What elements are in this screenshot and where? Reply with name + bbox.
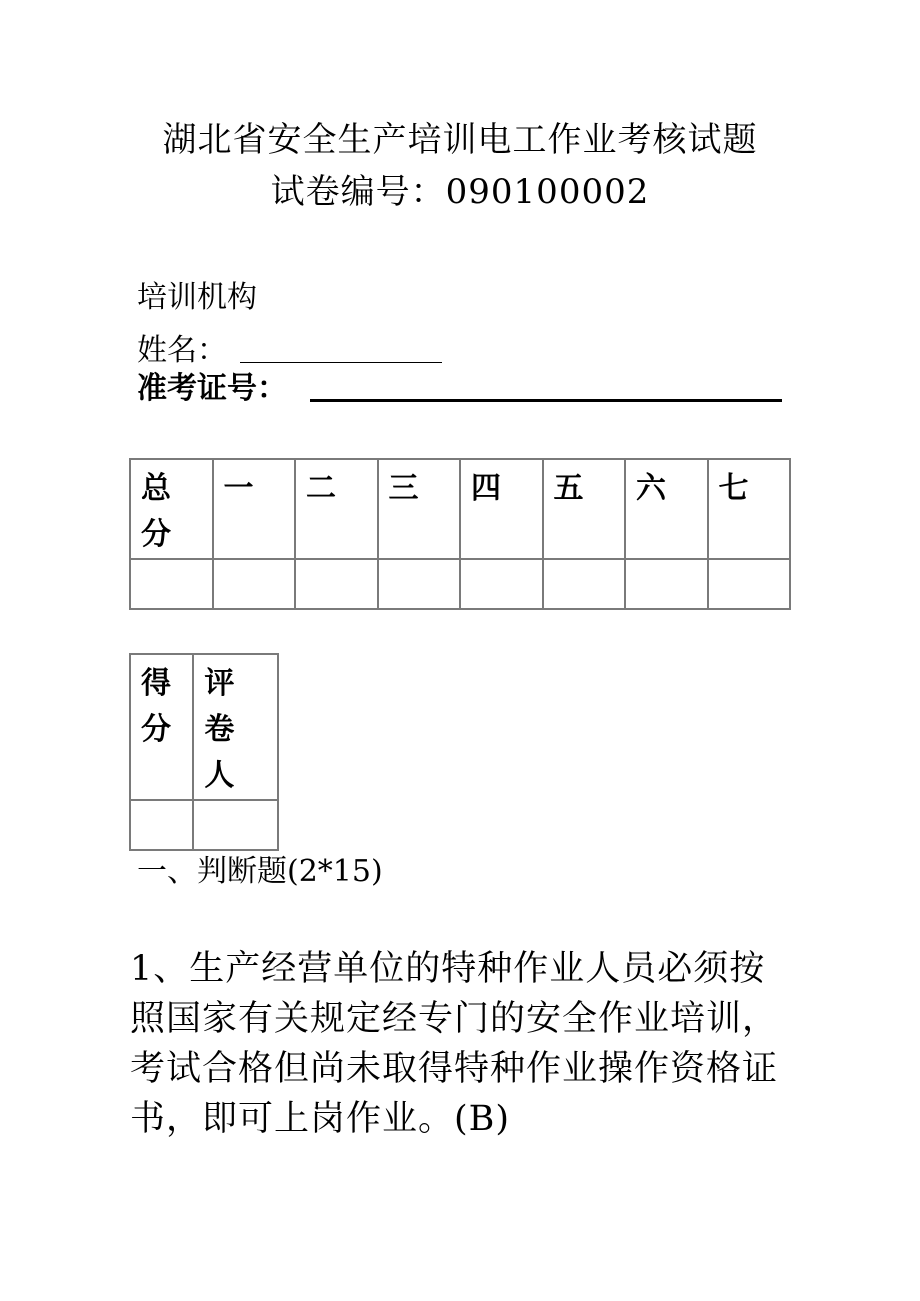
score-header-cell: 三 [378, 459, 461, 559]
grade-value-cell[interactable] [130, 800, 193, 850]
grade-value-row [130, 800, 278, 850]
grade-table [129, 653, 279, 851]
score-value-cell[interactable] [460, 559, 543, 609]
grade-header-cell-score: 得分 [130, 654, 193, 800]
question-item: 1、生产经营单位的特种作业人员必须按照国家有关规定经专门的安全作业培训，考试合格但尚未取得特种作业操作资格证书，即可上岗作业。(B) [130, 949, 779, 1139]
score-value-cell[interactable] [625, 559, 708, 609]
paper-number: 试卷编号：090100002 [270, 172, 650, 212]
score-header-cell: 六 [625, 459, 708, 559]
score-header-cell: 五 [543, 459, 626, 559]
exam-id-label: 准考证号： [137, 371, 287, 406]
grade-header-row [130, 654, 278, 800]
score-header-cell: 一 [213, 459, 296, 559]
score-value-row [130, 559, 790, 609]
training-org-label: 培训机构 [137, 280, 257, 315]
score-header-cell: 总分 [130, 459, 213, 559]
name-label: 姓名： [137, 333, 227, 368]
score-value-cell[interactable] [213, 559, 296, 609]
score-header-cell: 七 [708, 459, 791, 559]
score-value-cell[interactable] [543, 559, 626, 609]
score-header-cell: 二 [295, 459, 378, 559]
score-value-cell[interactable] [708, 559, 791, 609]
grade-header-cell-grader: 评卷人 [193, 654, 278, 800]
exam-title: 湖北省安全生产培训电工作业考核试题 [162, 120, 758, 160]
score-header-row [130, 459, 790, 559]
score-value-cell[interactable] [295, 559, 378, 609]
score-value-cell[interactable] [130, 559, 213, 609]
score-table [129, 458, 791, 610]
section-heading: 一、判断题(2*15) [137, 854, 383, 889]
exam-id-blank-line[interactable] [310, 399, 782, 402]
grade-value-cell[interactable] [193, 800, 278, 850]
score-header-cell: 四 [460, 459, 543, 559]
name-blank-line[interactable] [240, 362, 442, 363]
score-value-cell[interactable] [378, 559, 461, 609]
